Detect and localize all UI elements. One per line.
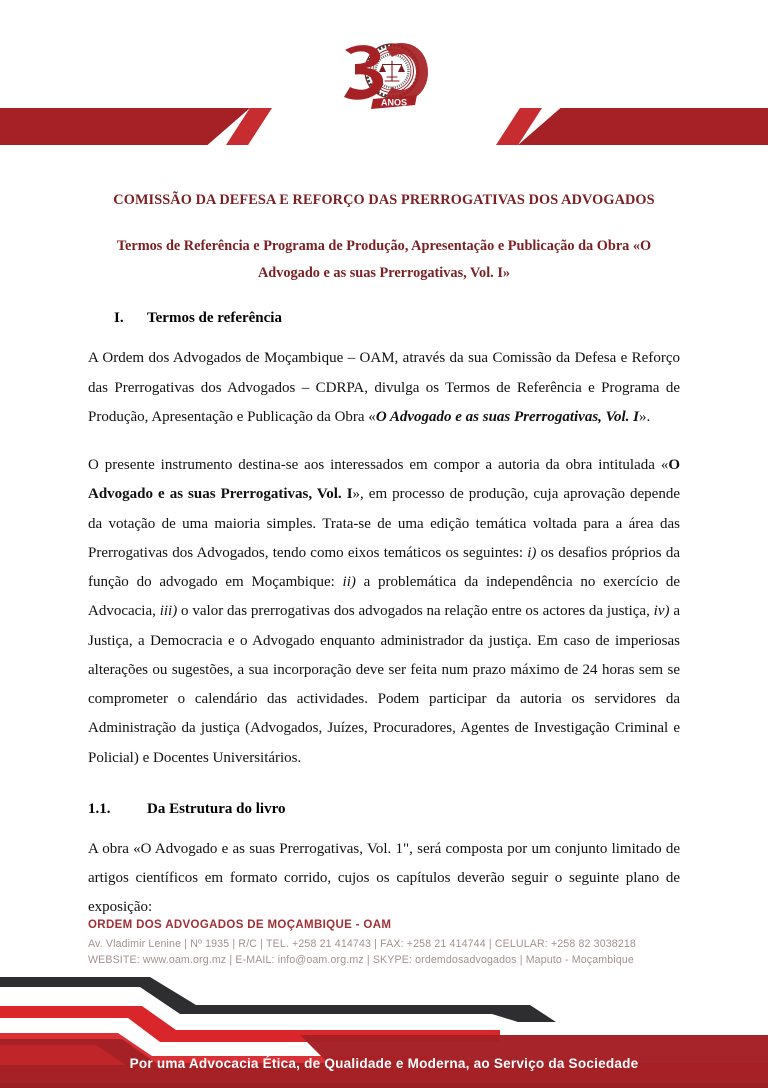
footer-tagline: Por uma Advocacia Ética, de Qualidade e Moderna, ao Serviço da Sociedade <box>129 1056 639 1071</box>
paragraph-2-part-d: a problemática da independência no exercício de Advocacia, <box>88 574 680 620</box>
paragraph-2-part-c: os desafios próprios da função do advogado em Moçambique: <box>88 544 680 591</box>
section-number-i: I. <box>114 310 124 327</box>
footer-address-line: Av. Vladimir Lenine | Nº 1935 | R/C | TEL. +258 21 414743 | FAX: +258 21 414744 | CELULAR: +258 82 3038218 <box>88 938 636 950</box>
page-title: COMISSÃO DA DEFESA E REFORÇO DAS PRERROGATIVAS DOS ADVOGADOS <box>113 192 655 208</box>
section-heading-i <box>88 310 680 327</box>
paragraph-2-part-e: o valor das prerrogativas dos advogados na relação entre os actores da justiça, <box>177 603 654 620</box>
paragraph-1-part-b: ». <box>639 408 651 425</box>
header-banner-right <box>518 108 768 145</box>
logo-anos-text: ANOS <box>380 97 408 108</box>
list-marker-i: i) <box>527 544 537 561</box>
paragraph-instrument-scope <box>88 451 680 773</box>
paragraph-book-structure: A obra «O Advogado e as suas Prerrogativas, Vol. 1", será composta por um conjunto limitado de artigos científicos em formato corrido, cujos os capítulos deverão seguir o seguinte plano de exposição: <box>88 840 680 916</box>
list-marker-ii: ii) <box>342 574 356 591</box>
section-title-i: Termos de referência <box>147 310 282 327</box>
page-subtitle: Termos de Referência e Programa de Produção, Apresentação e Publicação da Obra «O Advogado e as suas Prerrogativas, Vol. I» <box>116 238 652 281</box>
list-marker-iii: iii) <box>159 603 178 620</box>
logo-svg <box>329 33 439 115</box>
oam-30-anos-logo <box>329 33 439 115</box>
document-content <box>88 190 680 923</box>
banner-bottom-edge <box>0 1083 768 1088</box>
paragraph-terms-intro <box>88 344 680 432</box>
header-banner-left <box>0 108 250 145</box>
paragraph-2-part-f: a Justiça, a Democracia e o Advogado enquanto administrador da justiça. Em caso de imperiosas alterações ou sugestões, a sua incorporação deve ser feita num prazo máximo de 24 horas sem se comprometer o calendário das actividades. Podem participar da autoria os servidores da Administração da justiça (Advogados, Juízes, Procuradores, Agentes de Investigação Criminal e Policial) e Docentes Universitários. <box>88 603 680 766</box>
paragraph-1-book-title: O Advogado e as suas Prerrogativas, Vol. I <box>375 408 640 425</box>
paragraph-2-book-title: O Advogado e as suas Prerrogativas, Vol. I <box>88 457 680 503</box>
footer-organization-name: ORDEM DOS ADVOGADOS DE MOÇAMBIQUE - OAM <box>88 919 392 931</box>
section-heading-1-1 <box>88 801 680 818</box>
footer-contact-block <box>88 919 688 969</box>
paragraph-1-part-a: A Ordem dos Advogados de Moçambique – OAM, através da sua Comissão da Defesa e Reforço das Prerrogativas dos Advogados – CDRPA, divulga os Termos de Referência e Programa de Produção, Apresentação e Publicação da Obra « <box>88 350 680 425</box>
section-title-1-1: Da Estrutura do livro <box>147 800 286 817</box>
page-header <box>0 0 768 155</box>
page-footer-banner <box>0 973 768 1088</box>
footer-web-line: WEBSITE: www.oam.org.mz | E-MAIL: info@oam.org.mz | SKYPE: ordemdosadvogados | Maputo - Moçambique <box>88 954 634 967</box>
list-marker-iv: iv) <box>653 603 670 620</box>
section-number-1-1: 1.1. <box>88 800 111 817</box>
paragraph-2-part-a: O presente instrumento destina-se aos interessados em compor a autoria da obra intitulada « <box>88 457 669 474</box>
paragraph-2-part-b: », em processo de produção, cuja aprovação depende da votação de uma maioria simples. Trata-se de uma edição temática voltada para a área das Prerrogativas dos Advogados, tendo como eixos temáticos os seguintes: <box>88 486 680 561</box>
